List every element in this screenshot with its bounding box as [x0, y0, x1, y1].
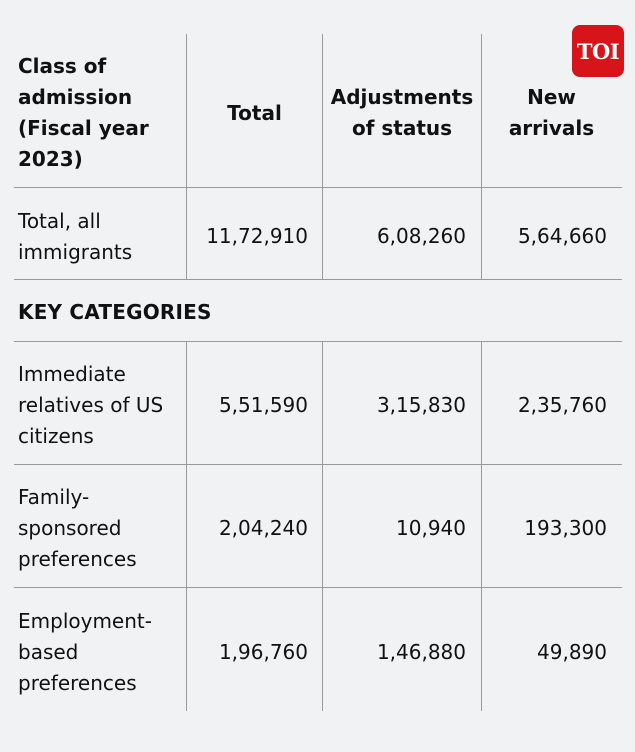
cell-new-arrivals: 49,890: [537, 640, 607, 664]
row-divider: [14, 464, 622, 465]
cell-new-arrivals: 5,64,660: [517, 224, 607, 248]
row-divider: [14, 279, 622, 280]
cell-total: 1,96,760: [218, 640, 308, 664]
cell-adjustments: 3,15,830: [376, 393, 466, 417]
cell-total: 5,51,590: [218, 393, 308, 417]
header-adjustments-of-status: Adjustments of status: [330, 85, 474, 140]
cell-total: 2,04,240: [218, 516, 308, 540]
header-total: Total: [227, 101, 282, 125]
toi-logo: TOI: [572, 25, 624, 77]
cell-adjustments: 6,08,260: [376, 224, 466, 248]
cell-new-arrivals: 2,35,760: [517, 393, 607, 417]
row-label-employment-based: Employment- based preferences: [18, 609, 152, 695]
section-key-categories: KEY CATEGORIES: [18, 300, 212, 324]
header-class-of-admission: Class of admission (Fiscal year 2023): [18, 54, 149, 171]
row-divider: [14, 587, 622, 588]
row-label-family-sponsored: Family- sponsored preferences: [18, 485, 137, 571]
cell-adjustments: 10,940: [396, 516, 466, 540]
row-divider: [14, 187, 622, 188]
cell-new-arrivals: 193,300: [524, 516, 607, 540]
row-label-immediate-relatives: Immediate relatives of US citizens: [18, 362, 164, 448]
cell-total: 11,72,910: [206, 224, 308, 248]
cell-adjustments: 1,46,880: [376, 640, 466, 664]
row-divider: [14, 341, 622, 342]
header-new-arrivals: New arrivals: [508, 85, 595, 140]
row-label-total-all-immigrants: Total, all immigrants: [18, 209, 133, 264]
